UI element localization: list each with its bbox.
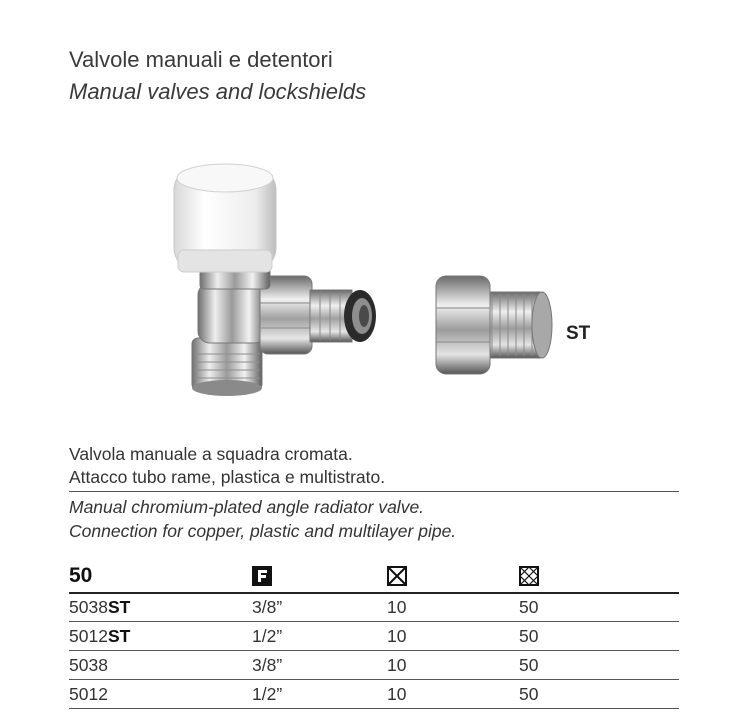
row-code: 5012	[69, 684, 108, 704]
row-box-qty: 10	[387, 597, 407, 617]
row-divider	[69, 679, 679, 680]
description-english-line1: Manual chromium-plated angle radiator valve.	[69, 497, 425, 517]
carton-quantity-header	[519, 563, 539, 589]
row-size: 3/8”	[252, 655, 283, 675]
lockshield-tailpiece-icon	[430, 270, 555, 380]
section-divider	[69, 491, 679, 492]
row-divider	[69, 621, 679, 622]
description-italian-line1: Valvola manuale a squadra cromata.	[69, 444, 353, 464]
description-italian-line2: Attacco tubo rame, plastica e multistrato.	[69, 467, 386, 487]
thread-header	[252, 563, 272, 589]
row-code: 5038ST	[69, 597, 131, 617]
table-row	[69, 594, 679, 620]
row-code: 5038	[69, 655, 108, 675]
table-row	[69, 652, 679, 678]
row-divider	[69, 650, 679, 651]
table-row	[69, 623, 679, 649]
carton-quantity-icon	[519, 566, 539, 586]
table-header	[69, 563, 679, 589]
row-code: 5012ST	[69, 626, 131, 646]
series-code: 50	[69, 564, 93, 587]
description-english-line2: Connection for copper, plastic and multilayer pipe.	[69, 521, 457, 541]
row-box-qty: 10	[387, 655, 407, 675]
page-title-english: Manual valves and lockshields	[69, 79, 367, 104]
box-quantity-header	[387, 563, 407, 589]
page-title-italian: Valvole manuali e detentori	[69, 47, 333, 72]
row-box-qty: 10	[387, 684, 407, 704]
box-quantity-icon	[387, 566, 407, 586]
table-row	[69, 681, 679, 707]
row-size: 1/2”	[252, 626, 283, 646]
row-box-qty: 10	[387, 626, 407, 646]
row-carton-qty: 50	[519, 626, 539, 646]
row-size: 1/2”	[252, 684, 283, 704]
row-size: 3/8”	[252, 597, 283, 617]
row-carton-qty: 50	[519, 597, 539, 617]
row-carton-qty: 50	[519, 655, 539, 675]
lockshield-label: ST	[566, 323, 591, 344]
row-carton-qty: 50	[519, 684, 539, 704]
thread-f-icon	[252, 566, 272, 586]
row-divider	[69, 708, 679, 709]
angle-valve-icon	[160, 158, 390, 403]
